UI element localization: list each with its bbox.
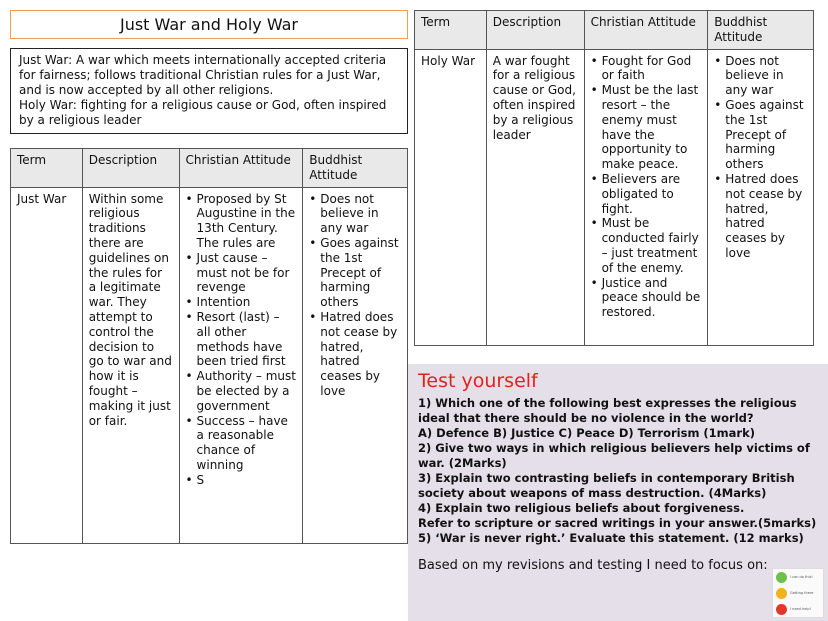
question-line: A) Defence B) Justice C) Peace D) Terrorism (1mark) — [418, 426, 756, 440]
list-item: • S — [186, 473, 297, 488]
traffic-light-faces — [772, 568, 824, 618]
list-item: • Resort (last) – all other methods have been tried first — [186, 310, 297, 369]
face-label: I need help! — [790, 607, 811, 611]
list-item: • Hatred does not cease by hatred, hatred ceases by love — [714, 172, 807, 261]
question-line: 4) Explain two religious beliefs about forgiveness. — [418, 501, 745, 515]
definitions-box — [10, 48, 408, 134]
face-row — [773, 585, 823, 601]
header-description: Description — [82, 149, 179, 188]
face-label: Getting there — [790, 591, 814, 595]
term-cell: Holy War — [415, 49, 487, 345]
face-row — [773, 601, 823, 617]
list-item: • Justice and peace should be restored. — [591, 276, 702, 320]
page-title: Just War and Holy War — [10, 10, 408, 39]
just-war-table — [10, 148, 408, 544]
list-item: • Goes against the 1st Precept of harming others — [714, 98, 807, 172]
smiley-face-icon — [776, 572, 787, 583]
face-label: I can do this! — [790, 575, 813, 579]
header-buddhist: Buddhist Attitude — [303, 149, 408, 188]
list-item: • Proposed by St Augustine in the 13th Century. The rules are — [186, 192, 297, 251]
header-christian: Christian Attitude — [584, 11, 708, 50]
description-cell: A war fought for a religious cause or God, often inspired by a religious leader — [486, 49, 584, 345]
list-item: • Does not believe in any war — [309, 192, 401, 236]
description-cell: Within some religious traditions there are guidelines on the rules for a legitimate war. They attempt to control the decision to go to war and how it is fought – making it just or fair. — [82, 187, 179, 543]
christian-cell — [584, 49, 708, 345]
question-line: 2) Give two ways in which religious believers help victims of war. (2Marks) — [418, 441, 810, 470]
buddhist-cell — [708, 49, 814, 345]
list-item: • Goes against the 1st Precept of harming others — [309, 236, 401, 310]
list-item: • Hatred does not cease by hatred, hatred ceases by love — [309, 310, 401, 399]
neutral-face-icon — [776, 588, 787, 599]
question-line: 1) Which one of the following best expresses the religious ideal that there should be no violence in the world? — [418, 396, 797, 425]
list-item: • Believers are obligated to fight. — [591, 172, 702, 216]
sad-face-icon — [776, 604, 787, 615]
list-item: • Does not believe in any war — [714, 54, 807, 98]
list-item: • Must be conducted fairly – just treatment of the enemy. — [591, 216, 702, 275]
list-item: • Success – have a reasonable chance of winning — [186, 414, 297, 473]
buddhist-cell — [303, 187, 408, 543]
list-item: • Must be the last resort – the enemy must have the opportunity to make peace. — [591, 83, 702, 172]
list-item: • Just cause – must not be for revenge — [186, 251, 297, 295]
header-description: Description — [486, 11, 584, 50]
face-row — [773, 569, 823, 585]
question-line: Refer to scripture or sacred writings in your answer.(5marks) — [418, 516, 817, 530]
test-yourself-panel — [408, 364, 828, 621]
header-term: Term — [415, 11, 487, 50]
header-term: Term — [11, 149, 83, 188]
question-line: 5) ‘War is never right.’ Evaluate this statement. (12 marks) — [418, 531, 804, 545]
just-war-definition: Just War: A war which meets internationally accepted criteria for fairness; follows traditional Christian rules for a Just War, and is now accepted by all other religions. — [19, 53, 387, 97]
holy-war-table — [414, 10, 814, 346]
list-item: • Intention — [186, 295, 297, 310]
holy-war-definition: Holy War: fighting for a religious cause or God, often inspired by a religious leader — [19, 98, 387, 127]
list-item: • Authority – must be elected by a government — [186, 369, 297, 413]
question-line: 3) Explain two contrasting beliefs in contemporary British society about weapons of mass destruction. (4Marks) — [418, 471, 795, 500]
header-christian: Christian Attitude — [179, 149, 303, 188]
test-title: Test yourself — [418, 370, 538, 392]
header-buddhist: Buddhist Attitude — [708, 11, 814, 50]
focus-prompt: Based on my revisions and testing I need to focus on: — [418, 558, 768, 573]
term-cell: Just War — [11, 187, 83, 543]
list-item: • Fought for God or faith — [591, 54, 702, 84]
christian-cell — [179, 187, 303, 543]
